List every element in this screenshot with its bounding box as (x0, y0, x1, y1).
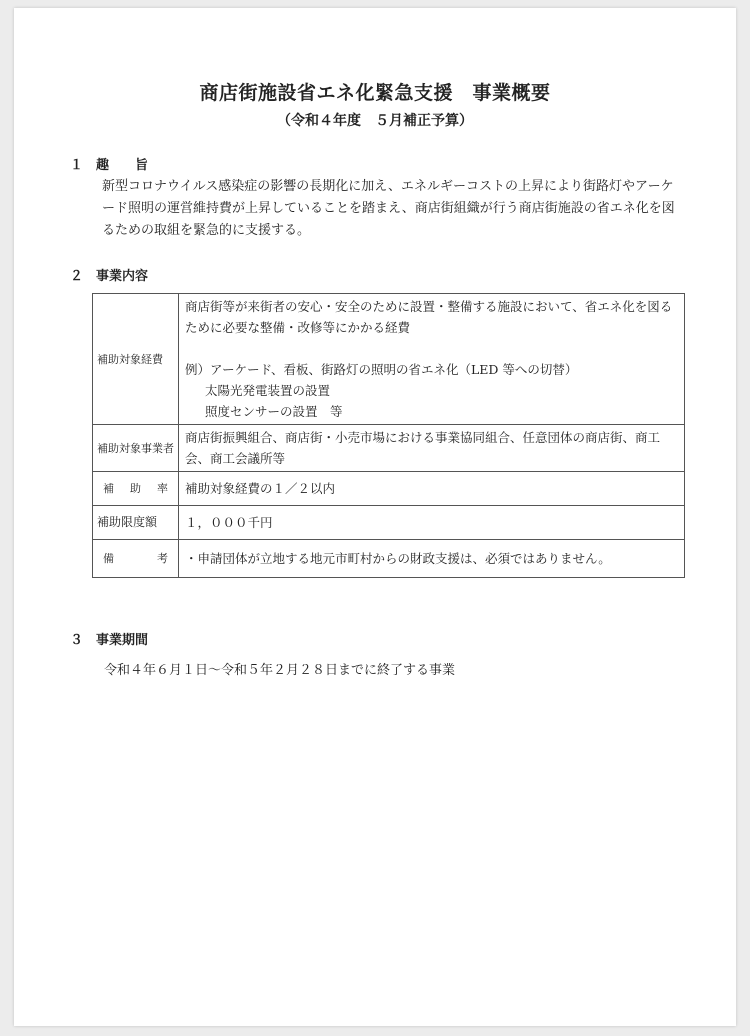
section-content-heading (70, 265, 148, 284)
purpose-text: 新型コロナウイルス感染症の影響の長期化に加え、エネルギーコストの上昇により街路灯やアーケード照明の運営維持費が上昇していることを踏まえ、商店街組織が行う商店街施設の省エネ化を図るための取組を緊急的に支援する。 (102, 179, 675, 238)
row-value: １，０００千円 (179, 506, 685, 540)
table-row (93, 425, 685, 472)
example-line: 太陽光発電装置の設置 (205, 383, 331, 398)
row-value (179, 294, 685, 425)
table-row (93, 472, 685, 506)
section-purpose-heading (70, 154, 148, 173)
project-period-text: 令和４年６月１日～令和５年２月２８日までに終了する事業 (104, 663, 456, 678)
spacer (185, 338, 678, 359)
eligible-cost-description: 商店街等が来街者の安心・安全のために設置・整備する施設において、省エネ化を図るために必要な整備・改修等にかかる経費 (185, 299, 673, 335)
section-period-heading (70, 629, 148, 648)
section-title: 事業期間 (96, 633, 149, 648)
section-number: １ (70, 158, 84, 173)
example-line: 照度センサーの設置 等 (205, 404, 343, 419)
row-value: ・申請団体が立地する地元市町村からの財政支援は、必須ではありません。 (179, 540, 685, 578)
document-page (14, 8, 736, 1026)
label-char: 率 (157, 482, 168, 495)
row-label: 補助対象事業者 (93, 425, 179, 472)
label-char: 考 (157, 552, 168, 565)
section-title: 事業内容 (96, 269, 149, 284)
document-title: 商店街施設省エネ化緊急支援 事業概要 (199, 82, 551, 104)
example-line: 例）アーケード、看板、街路灯の照明の省エネ化（LED 等への切替） (185, 362, 578, 377)
row-label: 補助対象経費 (93, 294, 179, 425)
document-subtitle: （令和４年度 ５月補正予算） (277, 113, 473, 129)
project-content-table (92, 293, 685, 578)
row-value: 商店街振興組合、商店街・小売市場における事業協同組合、任意団体の商店街、商工会、商工会議所等 (179, 425, 685, 472)
row-label (93, 540, 179, 578)
row-value: 補助対象経費の１／２以内 (179, 472, 685, 506)
section-title: 趣 旨 (96, 158, 149, 173)
row-label: 補助限度額 (93, 506, 179, 540)
table-row (93, 506, 685, 540)
table-row (93, 294, 685, 425)
section-purpose-body (84, 176, 686, 242)
section-number: ３ (70, 633, 84, 648)
label-char: 補 (103, 482, 114, 495)
label-char: 備 (103, 552, 114, 565)
table-row (93, 540, 685, 578)
label-char: 助 (130, 482, 141, 495)
section-number: ２ (70, 269, 84, 284)
row-label (93, 472, 179, 506)
